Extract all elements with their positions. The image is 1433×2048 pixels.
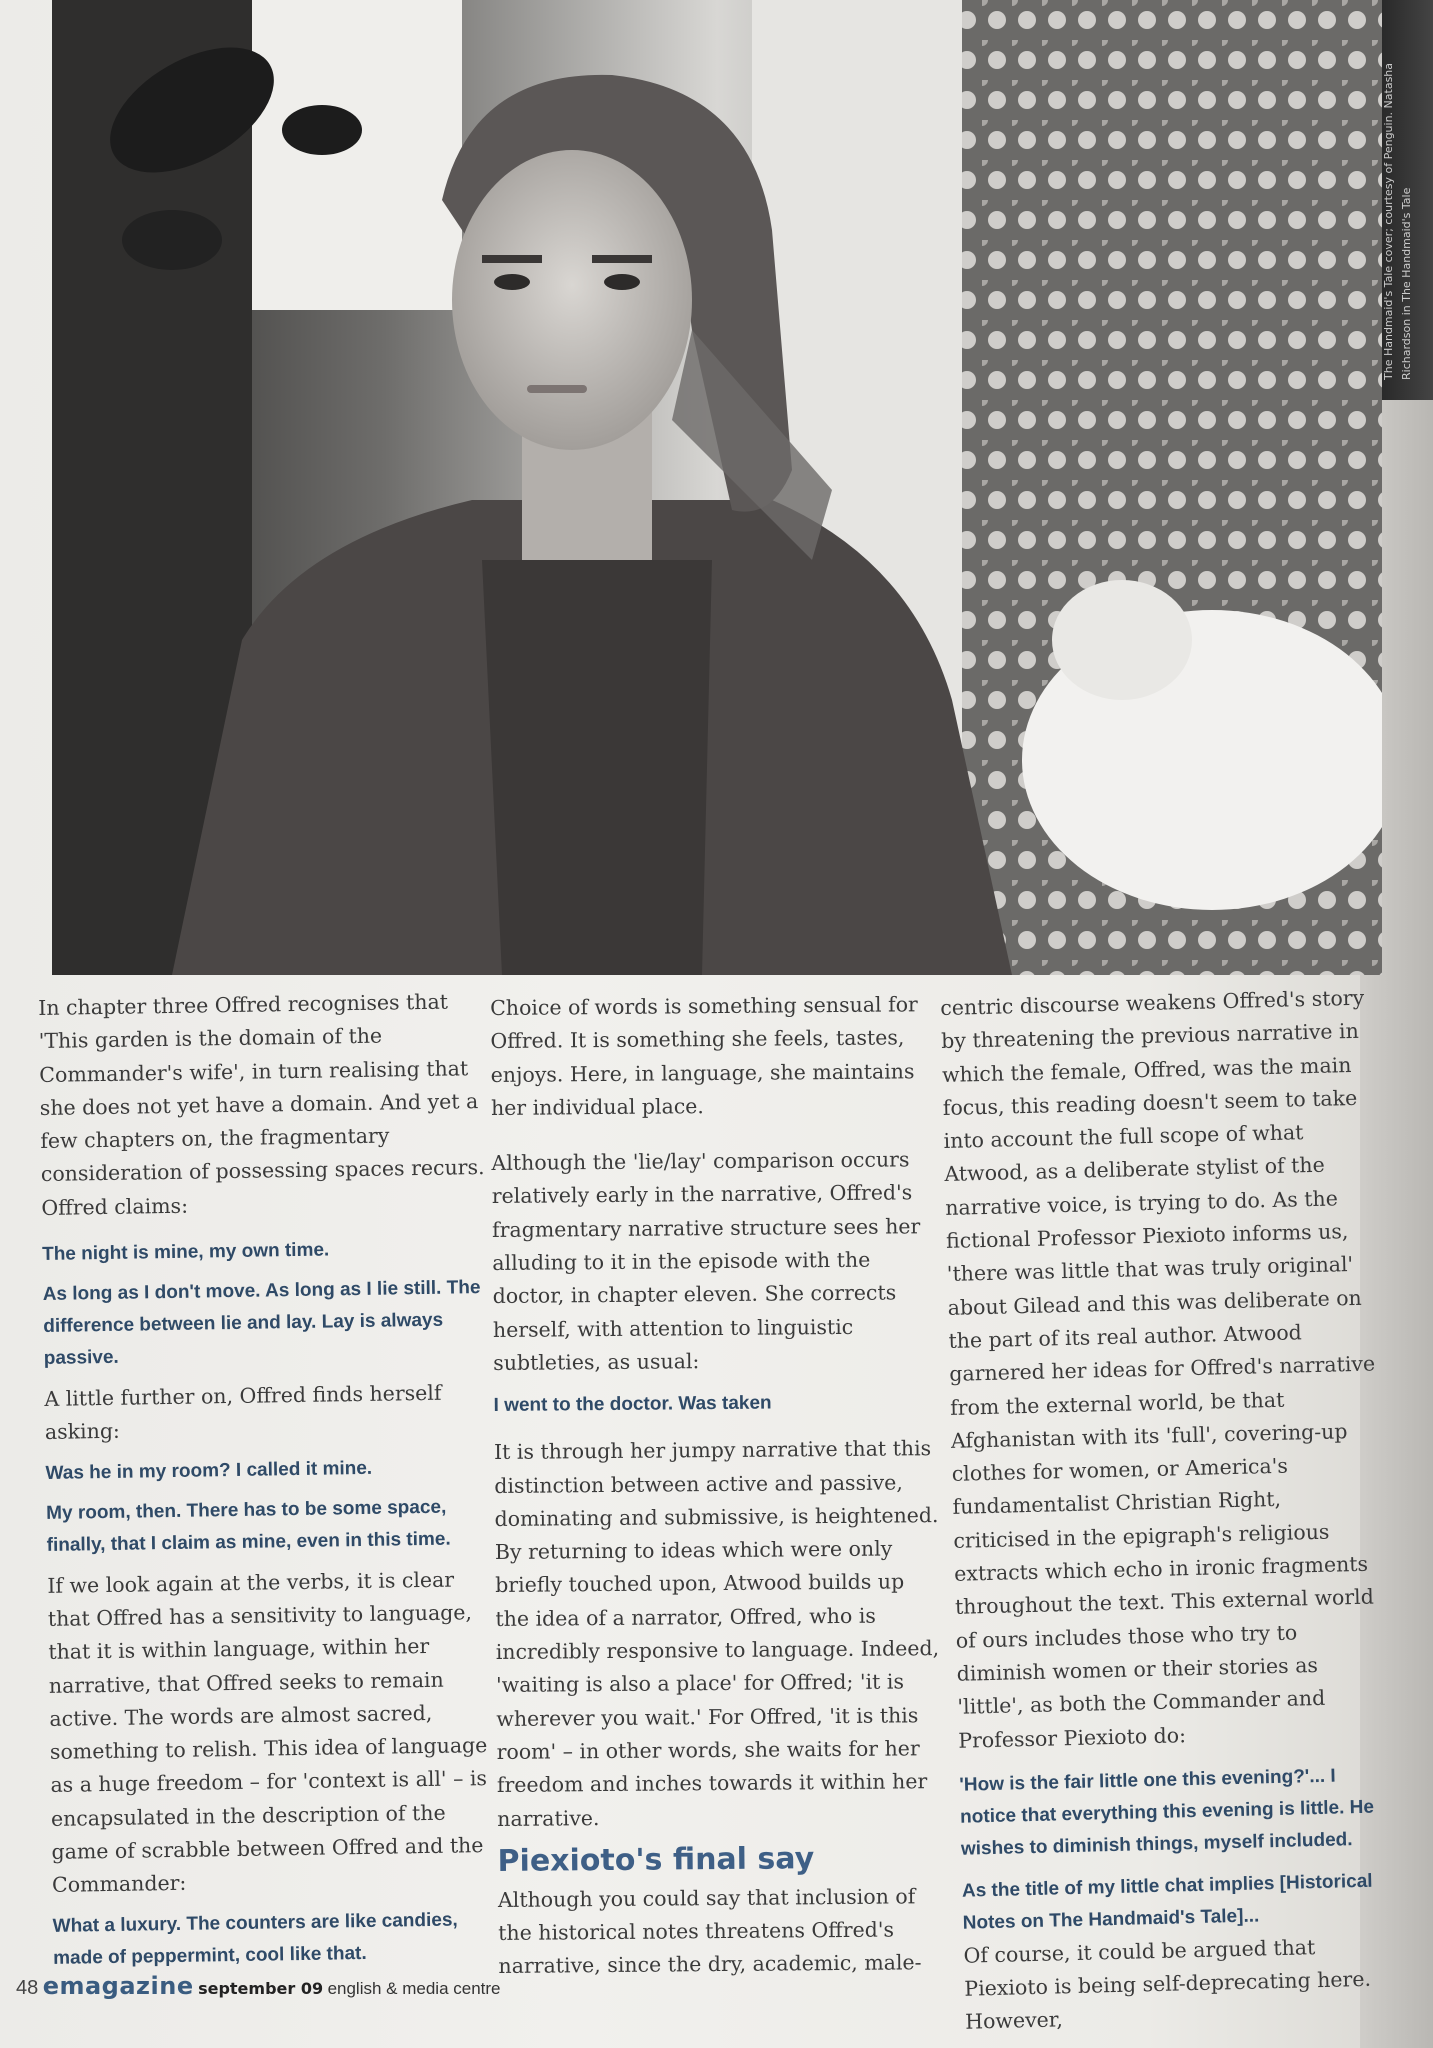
pull-quote: The night is mine, my own time. xyxy=(41,1239,330,1266)
magazine-name: emagazine xyxy=(42,1972,194,2000)
pull-quote: What a luxury. The counters are like candies, made of peppermint, cool like that. xyxy=(52,1909,458,1969)
pull-quote: As the title of my little chat implies [Historical Notes on The Handmaid's Tale]... xyxy=(961,1870,1373,1934)
pull-quote: 'How is the fair little one this evening?'... I notice that everything this evening is little. He wishes to diminish things, myself included. xyxy=(959,1765,1375,1860)
page-number: 48 xyxy=(16,1977,39,1999)
pull-quote: My room, then. There has to be some space, finally, that I claim as mine, even in this time. xyxy=(46,1496,451,1556)
paragraph: In chapter three Offred recognises that 'This garden is the domain of the Commander's wife', in turn realising that she does not yet have a domain. And yet a few chapters on, the fragmentary consideration of possessing spaces recurs. Offred claims: xyxy=(38,989,485,1220)
pull-quote: Was he in my room? I called it mine. xyxy=(45,1457,373,1484)
section-heading: Piexioto's final say xyxy=(497,1841,815,1879)
portrait-image xyxy=(52,0,1382,975)
paragraph: Although the 'lie/lay' comparison occurs relatively early in the narrative, Offred's fragmentary narrative structure sees her alluding to it in the episode with the doctor, in chapter eleven. She corrects herself, with attention to linguistic subtleties, as usual: xyxy=(491,1147,921,1375)
paragraph: A little further on, Offred finds herself asking: xyxy=(44,1380,442,1445)
page-footer xyxy=(16,1972,501,2000)
paragraph: Choice of words is something sensual for Offred. It is something she feels, tastes, enjoys. Here, in language, she maintains her individual place. xyxy=(490,992,918,1120)
issue-date: september 09 xyxy=(198,1979,324,1998)
paragraph: If we look again at the verbs, it is clear that Offred has a sensitivity to language, that it is within language, within her narrative, that Offred seeks to remain active. The words are almost sacred, something to relish. This idea of language as a huge freedom – for 'context is all' – is encapsulated in the description of the game of scrabble between Offred and the Commander: xyxy=(47,1567,488,1898)
paragraph: Although you could say that inclusion of the historical notes threatens Offred's narrative, since the dry, academic, male- xyxy=(497,1884,922,1979)
publisher-name: english & media centre xyxy=(327,1979,501,1998)
pull-quote: I went to the doctor. Was taken xyxy=(493,1392,772,1417)
text-column-1 xyxy=(38,985,504,1983)
book-spine-caption: The Handmaid's Tale cover; courtesy of Penguin. Natasha Richardson in The Handmaid's Tale xyxy=(1368,0,1433,400)
paragraph: centric discourse weakens Offred's story by threatening the previous narrative in which the female, Offred, was the main focus, this reading doesn't seem to take into account the full scope of what Atwood, as a deliberate stylist of the narrative voice, is trying to do. As the fictional Professor Piexioto informs us, 'there was little that was truly original' about Gilead and this was deliberate on the part of its real author. Atwood garnered her ideas for Offred's narrative from the external world, be that Afghanistan with its 'full', covering-up clothes for women, or America's fundamentalist Christian Right, criticised in the epigraph's religious extracts which echo in ironic fragments throughout the text. This external world of ours includes those who try to diminish women or their stories as 'little', as both the Commander and Professor Piexioto do: xyxy=(940,985,1376,1753)
pull-quote: As long as I don't move. As long as I lie still. The difference between lie and lay. Lay is always passive. xyxy=(42,1277,481,1370)
paragraph: It is through her jumpy narrative that this distinction between active and passive, dominating and submissive, is heightened. By returning to ideas which were only briefly touched upon, Atwood builds up the idea of a narrator, Offred, who is incredibly responsive to language. Indeed, 'waiting is also a place' for Offred; 'it is wherever you wait.' For Offred, 'it is this room' – in other words, she waits for her freedom and inches towards it within her narrative. xyxy=(493,1436,940,1831)
text-column-2 xyxy=(490,988,945,1984)
film-still-photo xyxy=(52,0,1382,975)
text-column-3 xyxy=(940,981,1395,2039)
paragraph: Of course, it could be argued that Piexioto is being self-deprecating here. However, xyxy=(963,1934,1372,2035)
